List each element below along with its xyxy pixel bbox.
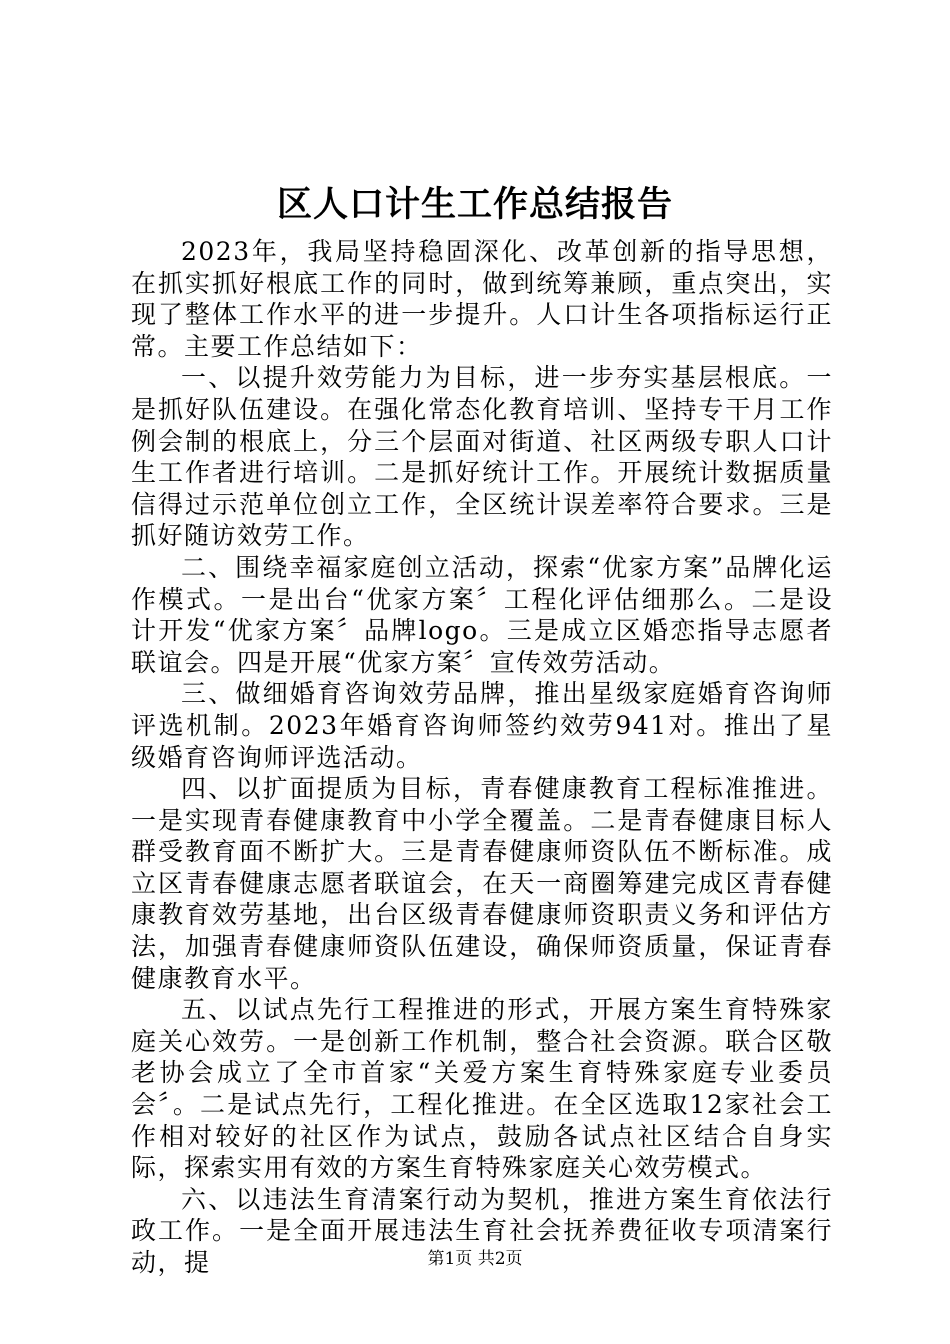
paragraph-section-4: 四、以扩面提质为目标，青春健康教育工程标准推进。一是实现青春健康教育中小学全覆盖。二是青春健康目标人群受教育面不断扩大。三是青春健康师资队伍不断标准。成立区青春健康志愿者联谊会，在天一商圈筹建完成区青春健康教育效劳基地，出台区级青春健康师资职责义务和评估方法，加强青春健康师资队伍建设，确保师资质量，保证青春健康教育水平。 (131, 774, 833, 993)
document-body (131, 236, 833, 1279)
paragraph-section-3: 三、做细婚育咨询效劳品牌，推出星级家庭婚育咨询师评选机制。2023年婚育咨询师签约效劳941对。推出了星级婚育咨询师评选活动。 (131, 679, 833, 772)
paragraph-intro: 2023年，我局坚持稳固深化、改革创新的指导思想，在抓实抓好根底工作的同时，做到统筹兼顾，重点突出，实现了整体工作水平的进一步提升。人口计生各项指标运行正常。主要工作总结如下： (131, 237, 833, 361)
document-title: 区人口计生工作总结报告 (276, 184, 673, 225)
paragraph-section-6: 六、以违法生育清案行动为契机，推进方案生育依法行政工作。一是全面开展违法生育社会抚养费征收专项清案行动，提 (131, 1184, 833, 1277)
paragraph-section-5: 五、以试点先行工程推进的形式，开展方案生育特殊家庭关心效劳。一是创新工作机制，整合社会资源。联合区敬老协会成立了全市首家“关爱方案生育特殊家庭专业委员会〞。二是试点先行，工程化推进。在全区选取12家社会工作相对较好的社区作为试点，鼓励各试点社区结合自身实际，探索实用有效的方案生育特殊家庭关心效劳模式。 (131, 995, 833, 1183)
page-footer: 第1页 共2页 (427, 1249, 523, 1269)
paragraph-section-2: 二、围绕幸福家庭创立活动，探索“优家方案”品牌化运作模式。一是出台“优家方案〞工程化评估细那么。二是设计开发“优家方案〞品牌logo。三是成立区婚恋指导志愿者联谊会。四是开展“优家方案〞宣传效劳活动。 (131, 552, 833, 677)
paragraph-section-1: 一、以提升效劳能力为目标，进一步夯实基层根底。一是抓好队伍建设。在强化常态化教育培训、坚持专干月工作例会制的根底上，分三个层面对街道、社区两级专职人口计生工作者进行培训。二是抓好统计工作。开展统计数据质量信得过示范单位创立工作，全区统计误差率符合要求。三是抓好随访效劳工作。 (131, 363, 833, 551)
